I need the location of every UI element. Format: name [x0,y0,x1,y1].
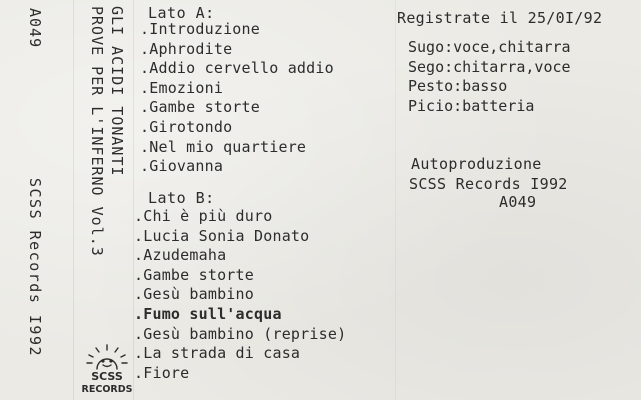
credit-line: Sugo:voce,chitarra [408,38,571,56]
recording-date: Registrate il 25/0I/92 [397,9,603,27]
track-item: .La strada di casa [134,344,301,363]
side-a-tracklist [140,20,334,177]
label-year: SCSS Records I992 [409,175,568,193]
track-item: .Lucia Sonia Donato [134,226,310,245]
side-b-heading: Lato B: [148,189,215,207]
credit-line: Sego:chitarra,voce [408,57,571,76]
track-item: .Fiore [134,363,190,382]
track-item: .Gambe storte [140,98,260,117]
track-item: .Addio cervello addio [140,59,334,78]
spine-fold-line [73,0,74,400]
credit-line: Picio:batteria [408,96,535,115]
track-item: .Fumo sull'acqua [134,304,282,323]
track-item: .Gesù bambino [134,285,254,304]
side-b-tracklist [134,207,346,383]
spine-label-year: SCSS Records I992 [26,178,44,358]
side-a-heading: Lato A: [148,4,215,22]
track-item: .Nel mio quartiere [140,137,307,156]
album-title: PROVE PER L'INFERNO Vol.3 [88,6,106,257]
scss-records-sun-logo [80,344,134,398]
spine-catalog-code: A049 [26,8,44,49]
track-item: .Aphrodite [140,39,233,58]
production-note: Autoproduzione [411,155,542,173]
catalog-code: A049 [499,193,537,211]
logo-text-bottom: RECORDS [81,384,133,395]
panel-fold-line [395,0,396,400]
track-item: .Chi è più duro [134,207,273,225]
credit-line: Pesto:basso [408,77,508,95]
track-item: .Gesù bambino (reprise) [134,324,347,343]
track-item: .Introduzione [140,20,260,38]
band-credits [408,38,571,116]
track-item: .Giovanna [140,157,224,176]
logo-text-top: SCSS [91,370,123,383]
band-name: GLI ACIDI TONANTI [108,6,126,177]
track-item: .Azudemaha [134,246,227,265]
track-item: .Gambe storte [134,265,254,284]
track-item: .Girotondo [140,117,233,136]
track-item: .Emozioni [140,78,224,97]
